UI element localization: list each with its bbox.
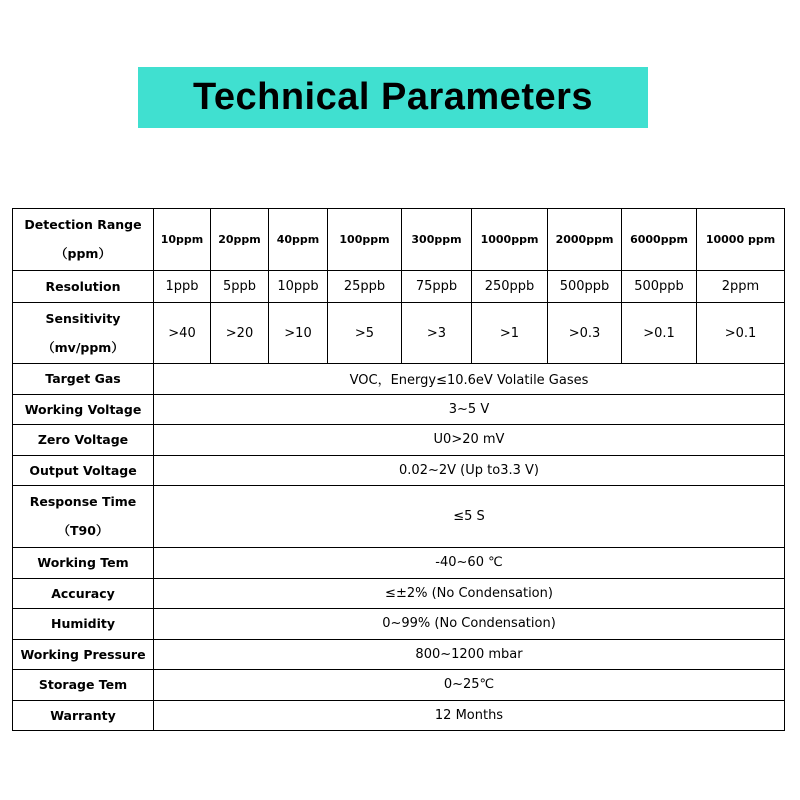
resolution-cell: 2ppm — [697, 271, 785, 303]
working-pressure-label: Working Pressure — [13, 639, 154, 670]
sensitivity-label-line2: （mv/ppm） — [42, 339, 124, 355]
range-cell: 100ppm — [328, 209, 402, 271]
working-tem-value: -40~60 ℃ — [154, 548, 785, 579]
warranty-value: 12 Months — [154, 700, 785, 731]
resolution-row — [13, 271, 785, 303]
range-cell: 1000ppm — [472, 209, 548, 271]
humidity-value: 0~99% (No Condensation) — [154, 609, 785, 640]
title-banner — [138, 67, 648, 128]
range-cell: 10ppm — [154, 209, 211, 271]
resolution-cell: 5ppb — [211, 271, 269, 303]
working-tem-label: Working Tem — [13, 548, 154, 579]
target-gas-value: VOC，Energy≤10.6eV Volatile Gases — [154, 364, 785, 395]
zero-voltage-value: U0>20 mV — [154, 425, 785, 456]
output-voltage-row — [13, 455, 785, 486]
humidity-row — [13, 609, 785, 640]
zero-voltage-label: Zero Voltage — [13, 425, 154, 456]
response-time-label-line2: （T90） — [57, 523, 109, 538]
resolution-cell: 75ppb — [402, 271, 472, 303]
sensitivity-cell: >20 — [211, 303, 269, 364]
storage-tem-label: Storage Tem — [13, 670, 154, 701]
sensitivity-row — [13, 303, 785, 364]
response-time-label-line1: Response Time — [29, 494, 137, 509]
resolution-cell: 1ppb — [154, 271, 211, 303]
working-voltage-label: Working Voltage — [13, 394, 154, 425]
sensitivity-label — [13, 303, 154, 364]
accuracy-value: ≤±2% (No Condensation) — [154, 578, 785, 609]
detection-range-label-line1: Detection Range — [24, 217, 142, 232]
sensitivity-cell: >0.1 — [622, 303, 697, 364]
working-tem-row — [13, 548, 785, 579]
sensitivity-cell: >1 — [472, 303, 548, 364]
technical-parameters-table — [12, 208, 785, 731]
warranty-row — [13, 700, 785, 731]
resolution-cell: 500ppb — [548, 271, 622, 303]
range-cell: 2000ppm — [548, 209, 622, 271]
working-pressure-row — [13, 639, 785, 670]
resolution-label: Resolution — [13, 271, 154, 303]
range-cell: 20ppm — [211, 209, 269, 271]
sensitivity-cell: >3 — [402, 303, 472, 364]
working-pressure-value: 800~1200 mbar — [154, 639, 785, 670]
warranty-label: Warranty — [13, 700, 154, 731]
accuracy-label: Accuracy — [13, 578, 154, 609]
range-cell: 10000 ppm — [697, 209, 785, 271]
target-gas-label: Target Gas — [13, 364, 154, 395]
working-voltage-row — [13, 394, 785, 425]
accuracy-row — [13, 578, 785, 609]
resolution-cell: 25ppb — [328, 271, 402, 303]
sensitivity-cell: >5 — [328, 303, 402, 364]
output-voltage-value: 0.02~2V (Up to3.3 V) — [154, 455, 785, 486]
humidity-label: Humidity — [13, 609, 154, 640]
resolution-cell: 10ppb — [269, 271, 328, 303]
range-cell: 40ppm — [269, 209, 328, 271]
sensitivity-cell: >40 — [154, 303, 211, 364]
storage-tem-row — [13, 670, 785, 701]
range-cell: 300ppm — [402, 209, 472, 271]
output-voltage-label: Output Voltage — [13, 455, 154, 486]
detection-range-label-line2: （ppm） — [55, 246, 111, 261]
response-time-value: ≤5 S — [154, 486, 785, 548]
storage-tem-value: 0~25℃ — [154, 670, 785, 701]
sensitivity-cell: >0.3 — [548, 303, 622, 364]
sensitivity-cell: >10 — [269, 303, 328, 364]
zero-voltage-row — [13, 425, 785, 456]
page-title: Technical Parameters — [192, 76, 594, 118]
target-gas-row — [13, 364, 785, 395]
working-voltage-value: 3~5 V — [154, 394, 785, 425]
range-cell: 6000ppm — [622, 209, 697, 271]
response-time-label — [13, 486, 154, 548]
resolution-cell: 500ppb — [622, 271, 697, 303]
sensitivity-label-line1: Sensitivity — [45, 310, 121, 326]
detection-range-row — [13, 209, 785, 271]
detection-range-label — [13, 209, 154, 271]
resolution-cell: 250ppb — [472, 271, 548, 303]
sensitivity-cell: >0.1 — [697, 303, 785, 364]
response-time-row — [13, 486, 785, 548]
